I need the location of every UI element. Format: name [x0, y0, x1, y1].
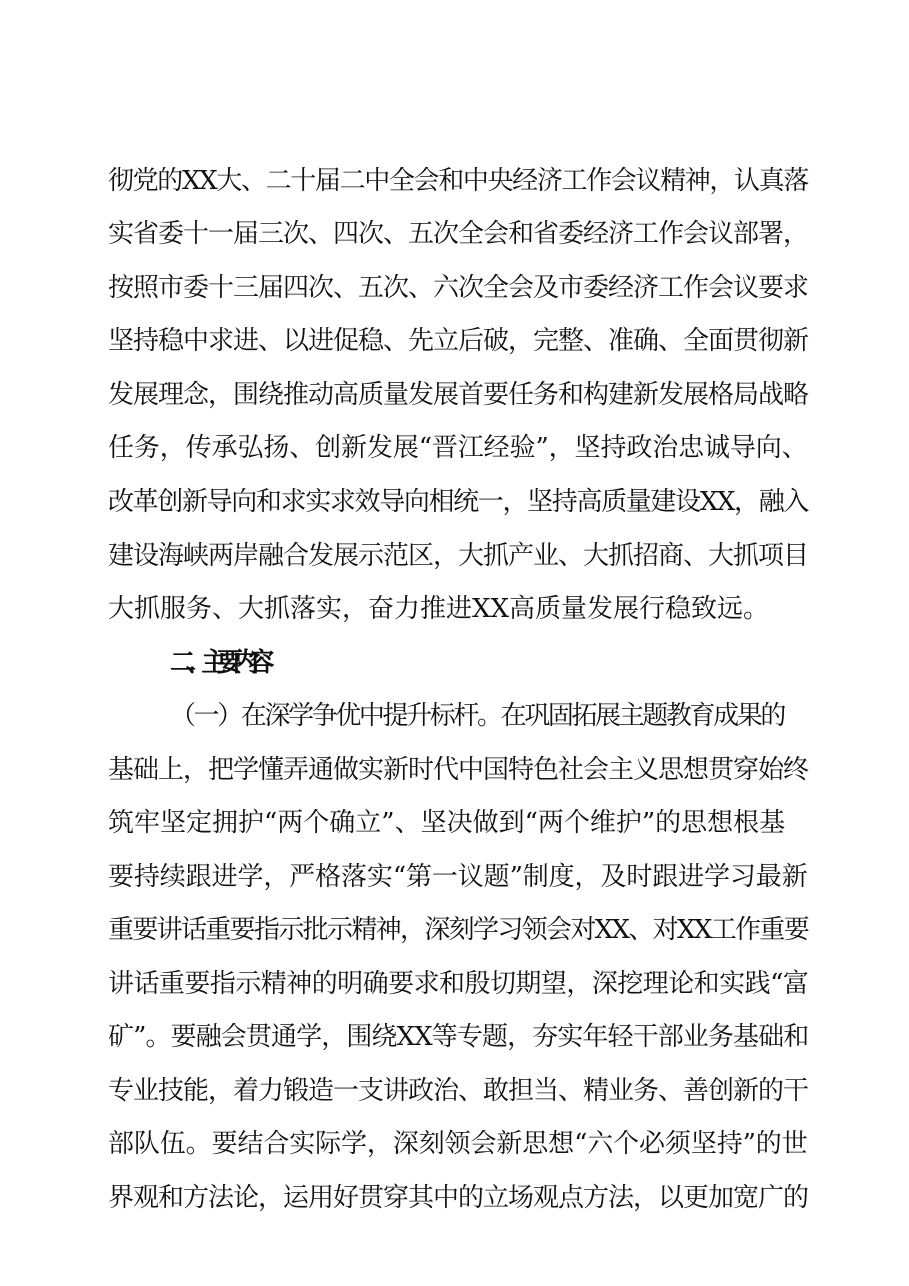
- body-line-6: 任务，传承弘扬、创新发展“晋江经验”，坚持政治忠诚导向、: [108, 433, 808, 463]
- body-line-19: 部队伍。要结合实际学，深刻领会新思想“六个必须坚持”的世: [108, 1129, 808, 1159]
- paragraph-first-line: （一）在深学争优中提升标杆。在巩固拓展主题教育成果的: [170, 701, 785, 731]
- body-line-2: 实省委十一届三次、四次、五次全会和省委经济工作会议部署，: [108, 219, 809, 249]
- body-line-4: 坚持稳中求进、以进促稳、先立后破，完整、准确、全面贯彻新: [108, 326, 809, 356]
- body-line-17: 矿”。要融会贯通学，围绕XX等专题，夯实年轻干部业务基础和: [108, 1022, 809, 1052]
- body-line-20: 界观和方法论，运用好贯穿其中的立场观点方法，以更加宽广的: [108, 1183, 809, 1213]
- body-line-3: 按照市委十三届四次、五次、六次全会及市委经济工作会议要求: [108, 273, 809, 303]
- body-line-9: 大抓服务、大抓落实，奋力推进XX高质量发展行稳致远。: [108, 594, 770, 624]
- body-line-13: 筑牢坚定拥护“两个确立”、坚决做到“两个维护”的思想根基: [108, 808, 786, 838]
- body-line-16: 讲话重要指示精神的明确要求和殷切期望，深挖理论和实践“富: [108, 969, 809, 999]
- body-line-12: 基础上，把学懂弄通做实新时代中国特色社会主义思想贯穿始终: [108, 755, 809, 785]
- body-line-1: 彻党的XX大、二十届二中全会和中央经济工作会议精神，认真落: [108, 166, 809, 196]
- section-heading: 二、主要内容: [170, 648, 265, 678]
- body-line-8: 建设海峡两岸融合发展示范区，大抓产业、大抓招商、大抓项目: [108, 541, 809, 571]
- body-line-7: 改革创新导向和求实求效导向相统一，坚持高质量建设XX，融入: [108, 487, 809, 517]
- body-line-18: 专业技能，着力锻造一支讲政治、敢担当、精业务、善创新的干: [108, 1076, 809, 1106]
- body-line-15: 重要讲话重要指示批示精神，深刻学习领会对XX、对XX工作重要: [108, 915, 809, 945]
- body-line-14: 要持续跟进学，严格落实“第一议题”制度，及时跟进学习最新: [108, 862, 808, 892]
- body-line-5: 发展理念，围绕推动高质量发展首要任务和构建新发展格局战略: [108, 380, 809, 410]
